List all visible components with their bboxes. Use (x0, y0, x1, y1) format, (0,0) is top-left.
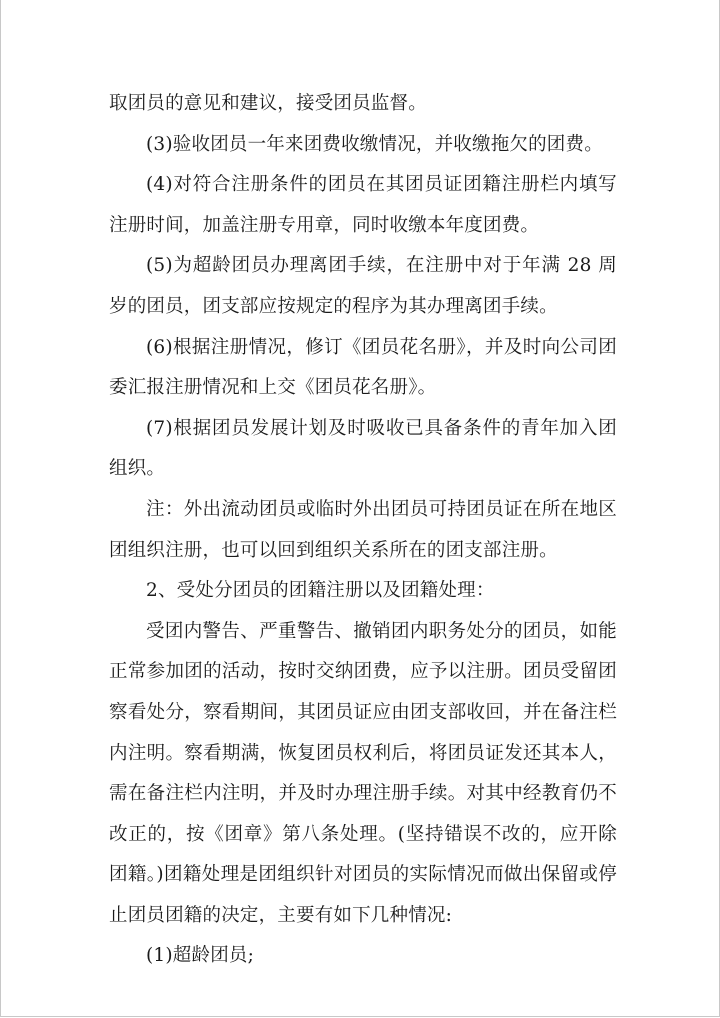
paragraph-discipline: 受团内警告、严重警告、撤销团内职务处分的团员，如能正常参加团的活动，按时交纳团费，应予以注册。团员受留团察看处分，察看期间，其团员证应由团支部收回，并在备注栏内注明。察看期满，恢复团员权利后，将团员证发还其本人，需在备注栏内注明，并及时办理注册手续。对其中经教育仍不改正的，按《团章》第八条处理。(坚持错误不改的，应开除团籍。)团籍处理是团组织针对团员的实际情况而做出保留或停止团员团籍的决定，主要有如下几种情况: (109, 620, 617, 926)
section-heading: 2、受处分团员的团籍注册以及团籍处理： (146, 580, 495, 602)
paragraph-note: 注：外出流动团员或临时外出团员可持团员证在所在地区团组织注册，也可以回到组织关系所在的团支部注册。 (109, 498, 617, 561)
paragraph-item-4: (4)对符合注册条件的团员在其团员证团籍注册栏内填写注册时间，加盖注册专用章，同时收缴本年度团费。 (109, 174, 617, 236)
paragraph-item-5: (5)为超龄团员办理离团手续，在注册中对于年满 28 周岁的团员，团支部应按规定的程序为其办理离团手续。 (109, 255, 617, 317)
document-body (109, 84, 617, 977)
paragraph-item-3: (3)验收团员一年来团费收缴情况，并收缴拖欠的团费。 (146, 133, 603, 155)
paragraph-continuation: 取团员的意见和建议，接受团员监督。 (109, 93, 427, 114)
paragraph-item-7: (7)根据团员发展计划及时吸收已具备条件的青年加入团组织。 (109, 417, 617, 480)
paragraph-sub-item-1: (1)超龄团员; (146, 945, 255, 967)
paragraph-item-6: (6)根据注册情况，修订《团员花名册》，并及时向公司团委汇报注册情况和上交《团员花名册》。 (109, 336, 617, 399)
